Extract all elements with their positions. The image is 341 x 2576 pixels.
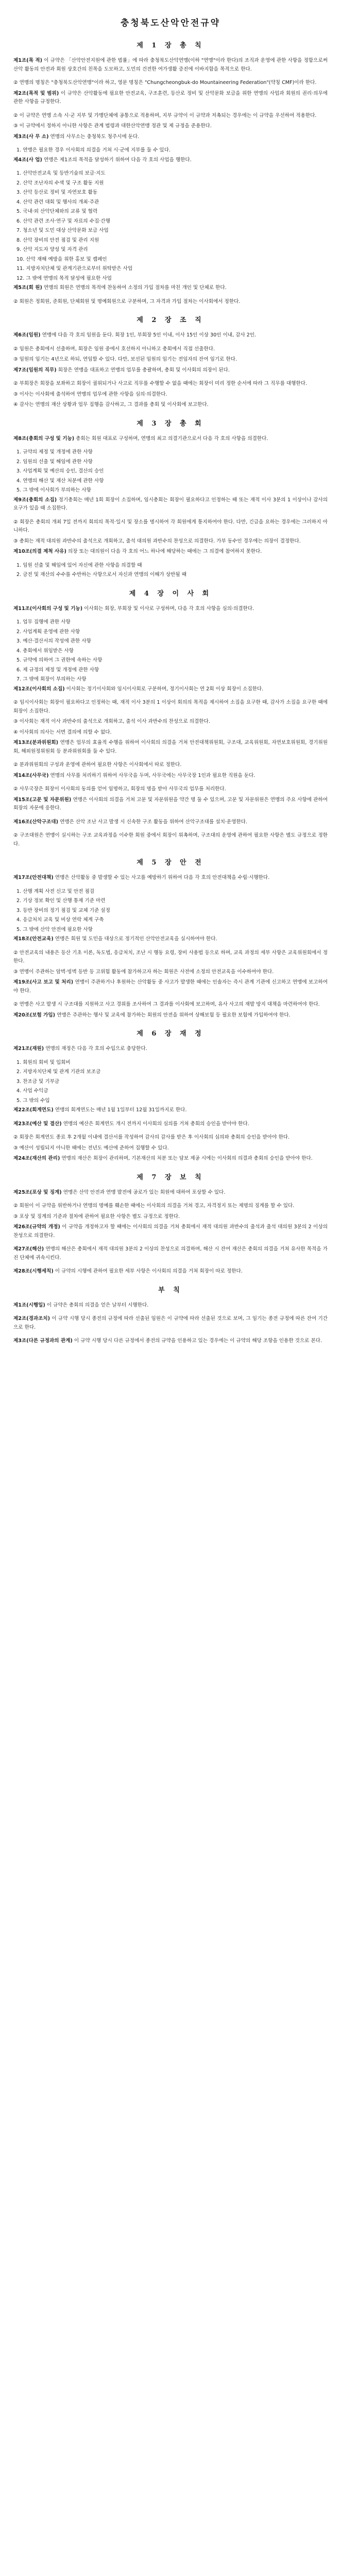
- article: [13, 818, 328, 827]
- article-heading: 제12조(이사회의 소집): [13, 686, 65, 692]
- article-paragraph: ② 임시이사회는 회장이 필요하다고 인정하는 때, 재적 이사 3분의 1 이상이 회의의 목적을 제시하여 소집을 요구한 때, 감사가 소집을 요구한 때에 회장이 소집한다.: [13, 700, 328, 714]
- article-body: 연맹의 재산은 회장이 관리하며, 기본재산의 처분 또는 담보 제공 시에는 이사회의 의결과 총회의 승인을 받아야 한다.: [61, 1156, 313, 1161]
- chapter: [13, 857, 328, 1020]
- article-item: 6. 산악 관련 조사·연구 및 자료의 수집·간행: [16, 218, 110, 224]
- article-body: 의장 또는 대의원이 다음 각 호의 어느 하나에 해당하는 때에는 그 의결에 참여하지 못한다.: [68, 549, 262, 554]
- article-body: 연맹의 회계연도는 매년 1월 1일부터 12월 31일까지로 한다.: [55, 1107, 187, 1113]
- article-item: 3. 등반 장비의 정기 점검 및 교체 기준 설정: [16, 907, 110, 913]
- article: [13, 1337, 328, 1346]
- article-item: 4. 산악 관련 대회 및 행사의 개최·주관: [16, 199, 99, 205]
- article: [13, 1120, 328, 1129]
- article-heading: 제9조(총회의 소집): [13, 497, 57, 503]
- chapter: [13, 418, 328, 580]
- article-heading: 제11조(이사회의 구성 및 기능): [13, 605, 83, 612]
- chapter: [13, 314, 328, 410]
- article-heading: 제1조(시행일): [13, 1302, 45, 1308]
- article: [13, 1106, 328, 1115]
- article-body: 연맹은 제1조의 목적을 달성하기 위하여 다음 각 호의 사업을 행한다.: [43, 157, 192, 163]
- article-heading: 제26조(규약의 개정): [13, 1224, 60, 1230]
- article-item: 1. 회원의 회비 및 입회비: [16, 1059, 71, 1065]
- article-item: 8. 산악 장비의 안전 점검 및 관리 지원: [16, 237, 99, 243]
- article-item: 3. 찬조금 및 기부금: [16, 1078, 60, 1084]
- article-body: 이 규약은 「산악안전지원에 관한 법률」에 따라 충청북도산악연맹(이하 "연맹"이라 한다)의 조직과 운영에 관한 사항을 정함으로써 산악 활동의 안전과 회원 상호간의 친목을 도모하고, 도민의 건전한 여가생활 증진에 이바지함을 목적으로 한다.: [13, 58, 328, 72]
- article-item: 1. 산악안전교육 및 등반기술의 보급·지도: [16, 171, 106, 176]
- article-item: 2. 산악 조난자의 수색 및 구조 활동 지원: [16, 180, 104, 186]
- article-heading: 제2조(목적 및 범위): [13, 90, 59, 96]
- article: [13, 284, 328, 293]
- article-item: 4. 사업 수익금: [16, 1088, 48, 1094]
- article-heading: 제3조(다른 규정과의 관계): [13, 1338, 73, 1344]
- article: [13, 874, 328, 883]
- article-heading: 제16조(산악구조대): [13, 819, 58, 825]
- article-item: 4. 응급처치 교육 및 비상 연락 체계 구축: [16, 917, 104, 923]
- article-heading: 제4조(사 업): [13, 157, 42, 163]
- article-paragraph: ② 회장은 총회의 개최 7일 전까지 회의의 목적·일시 및 장소를 명시하여 각 회원에게 통지하여야 한다. 다만, 긴급을 요하는 경우에는 그러하지 아니하다.: [13, 519, 328, 533]
- article-item: 1. 산행 계획 사전 신고 및 안전 점검: [16, 888, 94, 894]
- article-item: 3. 예산·결산서의 작성에 관한 사항: [16, 638, 91, 644]
- article: [13, 90, 328, 107]
- article-item: 1. 업무 집행에 관한 사항: [16, 619, 71, 625]
- article-heading: 제3조(사 무 소): [13, 133, 49, 140]
- article-paragraph: ② 부회장은 회장을 보좌하고 회장이 궐위되거나 사고로 직무를 수행할 수 없을 때에는 회장이 미리 정한 순서에 따라 그 직무를 대행한다.: [13, 381, 308, 386]
- article-heading: 제25조(포상 및 징계): [13, 1189, 62, 1195]
- article-item: 2. 금전 및 재산의 수수를 수반하는 사항으로서 자신과 연맹의 이해가 상반될 때: [16, 572, 186, 578]
- article-paragraph: ④ 이사회의 의사는 서면 결의에 의할 수 없다.: [13, 729, 112, 735]
- article-heading: 제23조(예산 및 결산): [13, 1121, 62, 1127]
- chapters-container: [13, 40, 328, 1346]
- article: [13, 796, 328, 813]
- article-item: 11. 지방자치단체 및 관계기관으로부터 위탁받은 사업: [16, 266, 133, 272]
- article-paragraph: ② 구조대원은 연맹이 실시하는 구조 교육과정을 이수한 회원 중에서 회장이 위촉하며, 구조대의 운영에 관하여 필요한 사항은 별도 규정으로 정한다.: [13, 833, 328, 847]
- article-heading: 제2조(경과조치): [13, 1316, 50, 1321]
- article: [13, 1011, 328, 1020]
- article-paragraph: ③ 포상 및 징계의 기준과 절차에 관하여 필요한 사항은 별도 규정으로 정한다.: [13, 1213, 180, 1219]
- article-paragraph: ③ 임원의 임기는 4년으로 하되, 연임할 수 있다. 다만, 보선된 임원의 임기는 전임자의 잔여 임기로 한다.: [13, 357, 237, 362]
- article-item: 1. 연맹은 필요한 경우 이사회의 의결을 거쳐 시·군에 지부를 둘 수 있다.: [16, 147, 171, 153]
- article-body: 이 규약 시행 당시 다른 규정에서 종전의 규약을 인용하고 있는 경우에는 이 규약의 해당 조항을 인용한 것으로 본다.: [74, 1338, 322, 1344]
- article-paragraph: ② 이 규약은 연맹 소속 시·군 지부 및 가맹단체에 공통으로 적용하며, 지부 규약이 이 규약과 저촉되는 경우에는 이 규약을 우선하여 적용한다.: [13, 112, 317, 118]
- article-body: 연맹은 회원 및 도민을 대상으로 정기적인 산악안전교육을 실시하여야 한다.: [55, 936, 217, 942]
- article-item: 5. 그 밖에 이사회가 부의하는 사항: [16, 487, 91, 493]
- article-heading: 제19조(사고 보고 및 처리): [13, 979, 74, 985]
- article: [13, 156, 328, 165]
- article-body: 이사회는 정기이사회와 임시이사회로 구분하며, 정기이사회는 연 2회 이상 회장이 소집한다.: [66, 686, 264, 692]
- article-heading: 제28조(시행세칙): [13, 1268, 54, 1274]
- article-body: 이 규약은 산악활동에 필요한 안전교육, 구조훈련, 등산로 정비 및 산악문화 보급을 위한 연맹의 사업과 회원의 권리·의무에 관한 사항을 규정한다.: [13, 90, 328, 105]
- article-paragraph: ③ 이사는 이사회에 출석하여 연맹의 업무에 관한 사항을 심의·의결한다.: [13, 391, 167, 397]
- article-heading: 제10조(의결 제척 사유): [13, 549, 66, 554]
- article-paragraph: ③ 총회는 재적 대의원 과반수의 출석으로 개회하고, 출석 대의원 과반수의 찬성으로 의결한다. 가부 동수인 경우에는 의장이 결정한다.: [13, 538, 301, 544]
- article-item: 4. 총회에서 위임받은 사항: [16, 648, 74, 654]
- article: [13, 366, 328, 375]
- article-item: 10. 산악 재해 예방을 위한 홍보 및 캠페인: [16, 256, 107, 262]
- chapter-title: 제 3 장 총 회: [137, 419, 204, 428]
- article-paragraph: ② 회원은 정회원, 준회원, 단체회원 및 명예회원으로 구분하며, 그 자격과 가입 절차는 이사회에서 정한다.: [13, 298, 241, 304]
- article-body: 연맹의 사무소는 충청북도 청주시에 둔다.: [50, 133, 140, 140]
- article-body: 연맹의 회원은 연맹의 목적에 찬동하여 소정의 가입 절차를 마친 개인 및 단체로 한다.: [43, 285, 227, 291]
- article-item: 1. 규약의 제정 및 개정에 관한 사항: [16, 449, 93, 455]
- chapter-title: 제 1 장 총 칙: [137, 42, 204, 49]
- article: [13, 57, 328, 74]
- article-item: 6. 제 규정의 제정 및 개정에 관한 사항: [16, 667, 99, 673]
- chapter: [13, 1284, 328, 1346]
- article-item: 2. 기상 정보 확인 및 산행 통제 기준 마련: [16, 898, 106, 904]
- article-heading: 제27조(해산): [13, 1246, 44, 1252]
- article-item: 12. 그 밖에 연맹의 목적 달성에 필요한 사업: [16, 275, 112, 281]
- article-heading: 제8조(총회의 구성 및 기능): [13, 435, 75, 442]
- article-paragraph: ② 안전교육의 내용은 등산 기초 이론, 독도법, 응급처치, 조난 시 행동 요령, 장비 사용법 등으로 하며, 교육 과정의 세부 사항은 교육위원회에서 정한다.: [13, 950, 328, 964]
- article-paragraph: ③ 연맹이 주관하는 암벽·빙벽 등반 등 고위험 활동에 참가하고자 하는 회원은 사전에 소정의 안전교육을 이수하여야 한다.: [13, 969, 274, 975]
- article: [13, 1267, 328, 1276]
- chapter-title: 부 칙: [158, 1286, 183, 1294]
- article: [13, 935, 328, 944]
- article-body: 연맹은 산악 조난 사고 발생 시 신속한 구조 활동을 위하여 산악구조대를 설치·운영한다.: [60, 819, 248, 825]
- article-paragraph: ② 연맹은 사고 발생 시 구조대를 지원하고 사고 경위를 조사하여 그 결과를 이사회에 보고하며, 유사 사고의 재발 방지 대책을 마련하여야 한다.: [13, 1002, 320, 1007]
- article-paragraph: ② 회장은 회계연도 종료 후 2개월 이내에 결산서를 작성하여 감사의 감사를 받은 후 이사회의 심의와 총회의 승인을 받아야 한다.: [13, 1134, 290, 1140]
- article: [13, 496, 328, 513]
- chapter: [13, 1172, 328, 1276]
- article: [13, 435, 328, 444]
- article-paragraph: ② 임원은 총회에서 선출하며, 회장은 임원 중에서 호선하지 아니하고 총회에서 직접 선출한다.: [13, 346, 215, 352]
- article-heading: 제13조(분과위원회): [13, 740, 58, 745]
- article-item: 5. 그 밖의 수입: [16, 1097, 50, 1104]
- chapter: [13, 40, 328, 306]
- article: [13, 331, 328, 340]
- article-body: 이 규약의 시행에 관하여 필요한 세부 사항은 이사회의 의결을 거쳐 회장이 따로 정한다.: [55, 1268, 243, 1274]
- article-paragraph: ④ 감사는 연맹의 재산 상황과 업무 집행을 감사하고, 그 결과를 총회 및 이사회에 보고한다.: [13, 402, 209, 408]
- article-item: 3. 사업계획 및 예산의 승인, 결산의 승인: [16, 468, 104, 474]
- article: [13, 605, 328, 614]
- article-body: 연맹은 주관하는 행사 및 교육에 참가하는 회원의 안전을 위하여 상해보험 등 필요한 보험에 가입하여야 한다.: [57, 1012, 291, 1018]
- article-heading: 제17조(안전대책): [13, 875, 54, 880]
- article: [13, 739, 328, 756]
- article-body: 이 규약은 총회의 의결을 얻은 날부터 시행한다.: [46, 1302, 149, 1308]
- article-paragraph: ③ 예산이 성립되지 아니한 때에는 전년도 예산에 준하여 집행할 수 있다.: [13, 1145, 169, 1151]
- article-heading: 제21조(재원): [13, 1046, 44, 1052]
- article-heading: 제7조(임원의 직무): [13, 367, 57, 373]
- article: [13, 978, 328, 995]
- article-paragraph: ② 연맹의 명칭은 "충청북도산악연맹"이라 하고, 영문 명칭은 "Chungcheongbuk-do Mountaineering Federation"(약칭 CMF)이라 한다.: [13, 80, 317, 86]
- article-item: 1. 임원 선출 및 해임에 있어 자신에 관한 사항을 의결할 때: [16, 562, 142, 568]
- article-item: 5. 국내·외 산악단체와의 교류 및 협력: [16, 209, 98, 214]
- article-body: 연맹의 재정은 다음 각 호의 수입으로 충당한다.: [45, 1046, 147, 1052]
- article: [13, 133, 328, 142]
- chapter-title: 제 4 장 이 사 회: [129, 589, 212, 598]
- article-body: 연맹은 산악활동 중 발생할 수 있는 사고를 예방하기 위하여 다음 각 호의 안전대책을 수립·시행한다.: [55, 875, 270, 880]
- article-item: 4. 연맹의 해산 및 재산 처분에 관한 사항: [16, 478, 104, 484]
- article-item: 2. 사업계획 운영에 관한 사항: [16, 629, 80, 635]
- document-title: 충청북도산악안전규약: [120, 18, 221, 28]
- article-heading: 제24조(재산의 관리): [13, 1156, 60, 1161]
- article-item: 5. 그 밖에 산악 안전에 필요한 사항: [16, 926, 93, 933]
- article-item: 5. 규약에 의하여 그 권한에 속하는 사항: [16, 657, 103, 663]
- article-item: 9. 산악 지도자 양성 및 자격 관리: [16, 247, 88, 252]
- article: [13, 1245, 328, 1262]
- article: [13, 772, 328, 781]
- article-body: 회장은 연맹을 대표하고 연맹의 업무를 총괄하며, 총회 및 이사회의 의장이 된다.: [58, 367, 230, 373]
- article-heading: 제22조(회계연도): [13, 1107, 54, 1113]
- article-body: 연맹은 산악 안전과 연맹 발전에 공로가 있는 회원에 대하여 포상할 수 있다.: [63, 1189, 226, 1195]
- article-body: 연맹은 이사회의 의결을 거쳐 고문 및 자문위원을 약간 명 둘 수 있으며, 고문 및 자문위원은 연맹의 주요 사항에 관하여 회장의 자문에 응한다.: [13, 796, 328, 811]
- article: [13, 1189, 328, 1197]
- article-paragraph: ② 분과위원회의 구성과 운영에 관하여 필요한 사항은 이사회에서 따로 정한다.: [13, 762, 182, 768]
- article-item: 2. 임원의 선출 및 해임에 관한 사항: [16, 459, 93, 465]
- article-heading: 제18조(안전교육): [13, 936, 54, 942]
- article-heading: 제14조(사무국): [13, 772, 49, 778]
- chapter-title: 제 6 장 재 정: [137, 1030, 204, 1038]
- article-heading: 제15조(고문 및 자문위원): [13, 796, 72, 803]
- chapter: [13, 1028, 328, 1163]
- chapter-title: 제 7 장 보 칙: [137, 1173, 204, 1181]
- article-paragraph: ③ 이 규약에서 정하지 아니한 사항은 관계 법령과 대한산악연맹 정관 및 제 규정을 준용한다.: [13, 123, 212, 129]
- article: [13, 1301, 328, 1310]
- article-heading: 제5조(회 원): [13, 285, 42, 291]
- article-body: 이사회는 회장, 부회장 및 이사로 구성하며, 다음 각 호의 사항을 심의·의결한다.: [84, 605, 254, 612]
- article: [13, 1315, 328, 1332]
- article-item: 2. 지방자치단체 및 관계 기관의 보조금: [16, 1069, 101, 1075]
- article: [13, 1155, 328, 1163]
- article-body: 연맹이 주관하거나 후원하는 산악활동 중 사고가 발생한 때에는 인솔자는 즉시 관계 기관에 신고하고 연맹에 보고하여야 한다.: [13, 979, 328, 994]
- article-body: 연맹의 예산은 회계연도 개시 전까지 이사회의 심의를 거쳐 총회의 승인을 받아야 한다.: [63, 1121, 249, 1127]
- article-body: 연맹의 해산은 총회에서 재적 대의원 3분의 2 이상의 찬성으로 의결하며, 해산 시 잔여 재산은 총회의 의결을 거쳐 유사한 목적을 가진 단체에 귀속시킨다.: [13, 1246, 328, 1261]
- article-body: 연맹에 다음 각 호의 임원을 둔다. 회장 1인, 부회장 5인 이내, 이사 15인 이상 30인 이내, 감사 2인.: [42, 332, 257, 338]
- article-item: 7. 그 밖에 회장이 부의하는 사항: [16, 676, 87, 682]
- article: [13, 1223, 328, 1240]
- article-body: 총회는 회원 대표로 구성하며, 연맹의 최고 의결기관으로서 다음 각 호의 사항을 의결한다.: [76, 435, 268, 442]
- article: [13, 685, 328, 694]
- article-heading: 제20조(보험 가입): [13, 1012, 56, 1018]
- article-body: 이 규약을 개정하고자 할 때에는 이사회의 의결을 거쳐 총회에서 재적 대의원 과반수의 출석과 출석 대의원 3분의 2 이상의 찬성으로 의결한다.: [13, 1224, 328, 1239]
- chapter-title: 제 5 장 안 전: [137, 859, 204, 867]
- chapter: [13, 588, 328, 849]
- article-paragraph: ② 회원이 이 규약을 위반하거나 연맹의 명예를 훼손한 때에는 이사회의 의결을 거쳐 경고, 자격정지 또는 제명의 징계를 할 수 있다.: [13, 1203, 295, 1209]
- article-item: 3. 산악 등산로 정비 및 자연보호 활동: [16, 190, 98, 195]
- article-paragraph: ③ 이사회는 재적 이사 과반수의 출석으로 개회하고, 출석 이사 과반수의 찬성으로 의결한다.: [13, 719, 210, 724]
- article-paragraph: ② 사무국장은 회장이 이사회의 동의를 얻어 임명하고, 회장의 명을 받아 사무국의 업무를 처리한다.: [13, 786, 226, 792]
- article-body: 연맹의 사무를 처리하기 위하여 사무국을 두며, 사무국에는 사무국장 1인과 필요한 직원을 둔다.: [50, 772, 255, 778]
- article: [13, 548, 328, 556]
- article-item: 7. 청소년 및 도민 대상 산악문화 보급 사업: [16, 228, 109, 233]
- article-body: 정기총회는 매년 1회 회장이 소집하며, 임시총회는 회장이 필요하다고 인정하는 때 또는 재적 이사 3분의 1 이상이나 감사의 요구가 있을 때 소집한다.: [13, 497, 328, 511]
- article-body: 이 규약 시행 당시 종전의 규정에 따라 선출된 임원은 이 규약에 따라 선출된 것으로 보며, 그 임기는 종전 규정에 따른 잔여 기간으로 한다.: [13, 1316, 328, 1330]
- article-heading: 제6조(임원): [13, 332, 41, 338]
- article-heading: 제1조(목 적): [13, 58, 43, 63]
- chapter-title: 제 2 장 조 직: [137, 316, 204, 324]
- article-body: 연맹은 업무의 효율적 수행을 위하여 이사회의 의결을 거쳐 안전대책위원회, 구조대, 교육위원회, 자연보호위원회, 경기위원회, 해외원정위원회 등 분과위원회를 둘 수 있다.: [13, 740, 328, 754]
- article: [13, 1045, 328, 1054]
